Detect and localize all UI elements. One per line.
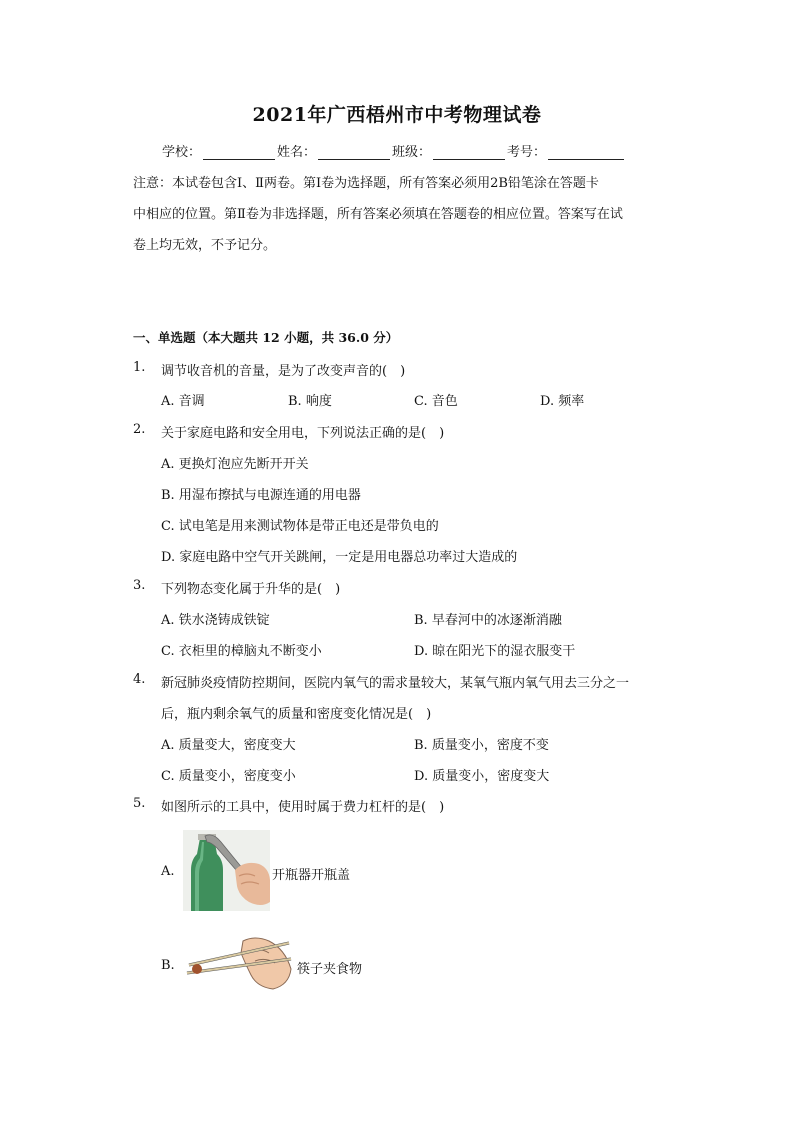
class-label: 班级： xyxy=(392,145,432,160)
option-d[interactable]: D. 质量变小，密度变大 xyxy=(414,769,550,784)
option-a[interactable]: A. 质量变大，密度变大 xyxy=(161,738,296,753)
option-a[interactable]: A. 音调 xyxy=(161,394,205,409)
option-b[interactable]: B. 早春河中的冰逐渐消融 xyxy=(414,613,562,628)
question-stem: 如图所示的工具中，使用时属于费力杠杆的是( ) xyxy=(161,800,445,815)
exam-no-label: 考号： xyxy=(507,145,547,160)
question-stem: 关于家庭电路和安全用电，下列说法正确的是( ) xyxy=(161,426,445,441)
name-label: 姓名： xyxy=(277,145,317,160)
question-stem: 调节收音机的音量，是为了改变声音的( ) xyxy=(161,364,406,379)
option-b[interactable]: B. 用湿布擦拭与电源连通的用电器 xyxy=(161,488,361,503)
chopsticks-image[interactable] xyxy=(185,935,293,991)
option-a-letter[interactable]: A. xyxy=(161,864,175,879)
question-number: 3. xyxy=(133,578,146,593)
chopsticks-illustration xyxy=(185,935,293,991)
bottle-opener-illustration xyxy=(183,830,270,911)
option-a[interactable]: A. 铁水浇铸成铁锭 xyxy=(161,613,270,628)
notice-line-2: 中相应的位置。第Ⅱ卷为非选择题，所有答案必须填在答题卷的相应位置。答案写在试 xyxy=(133,207,623,222)
school-label: 学校： xyxy=(162,145,202,160)
option-d[interactable]: D. 晾在阳光下的湿衣服变干 xyxy=(414,644,576,659)
name-blank[interactable] xyxy=(318,146,390,160)
option-c[interactable]: C. 衣柜里的樟脑丸不断变小 xyxy=(161,644,322,659)
student-info-line xyxy=(162,141,626,160)
section-heading-text: 一、单选题（本大题共 12 小题，共 36.0 分） xyxy=(133,330,399,345)
question-number: 2. xyxy=(133,422,146,437)
class-blank[interactable] xyxy=(433,146,505,160)
question-stem-line-2: 后，瓶内剩余氧气的质量和密度变化情况是( ) xyxy=(161,707,432,722)
option-a-caption: 开瓶器开瓶盖 xyxy=(272,868,351,883)
school-blank[interactable] xyxy=(203,146,275,160)
bottle-opener-image[interactable] xyxy=(183,830,270,911)
section-heading xyxy=(133,328,398,346)
exam-title: 2021年广西梧州市中考物理试卷 xyxy=(252,104,542,126)
option-b[interactable]: B. 响度 xyxy=(288,394,332,409)
option-d[interactable]: D. 频率 xyxy=(540,394,585,409)
option-c[interactable]: C. 音色 xyxy=(414,394,458,409)
question-number: 1. xyxy=(133,360,146,375)
notice-line-1: 注意：本试卷包含Ⅰ、Ⅱ两卷。第Ⅰ卷为选择题，所有答案必须用2B铅笔涂在答题卡 xyxy=(133,176,599,191)
question-stem-line-1: 新冠肺炎疫情防控期间，医院内氧气的需求量较大，某氧气瓶内氧气用去三分之一 xyxy=(161,676,630,691)
option-a[interactable]: A. 更换灯泡应先断开开关 xyxy=(161,457,309,472)
question-number: 4. xyxy=(133,672,146,687)
option-c[interactable]: C. 试电笔是用来测试物体是带正电还是带负电的 xyxy=(161,519,439,534)
notice-line-3: 卷上均无效，不予记分。 xyxy=(133,238,277,253)
exam-no-blank[interactable] xyxy=(548,146,624,160)
question-stem: 下列物态变化属于升华的是( ) xyxy=(161,582,341,597)
option-b-letter[interactable]: B. xyxy=(161,958,175,973)
question-number: 5. xyxy=(133,796,146,811)
option-b-caption: 筷子夹食物 xyxy=(297,962,363,977)
option-b[interactable]: B. 质量变小，密度不变 xyxy=(414,738,549,753)
option-c[interactable]: C. 质量变小，密度变小 xyxy=(161,769,296,784)
option-d[interactable]: D. 家庭电路中空气开关跳闸，一定是用电器总功率过大造成的 xyxy=(161,550,518,565)
